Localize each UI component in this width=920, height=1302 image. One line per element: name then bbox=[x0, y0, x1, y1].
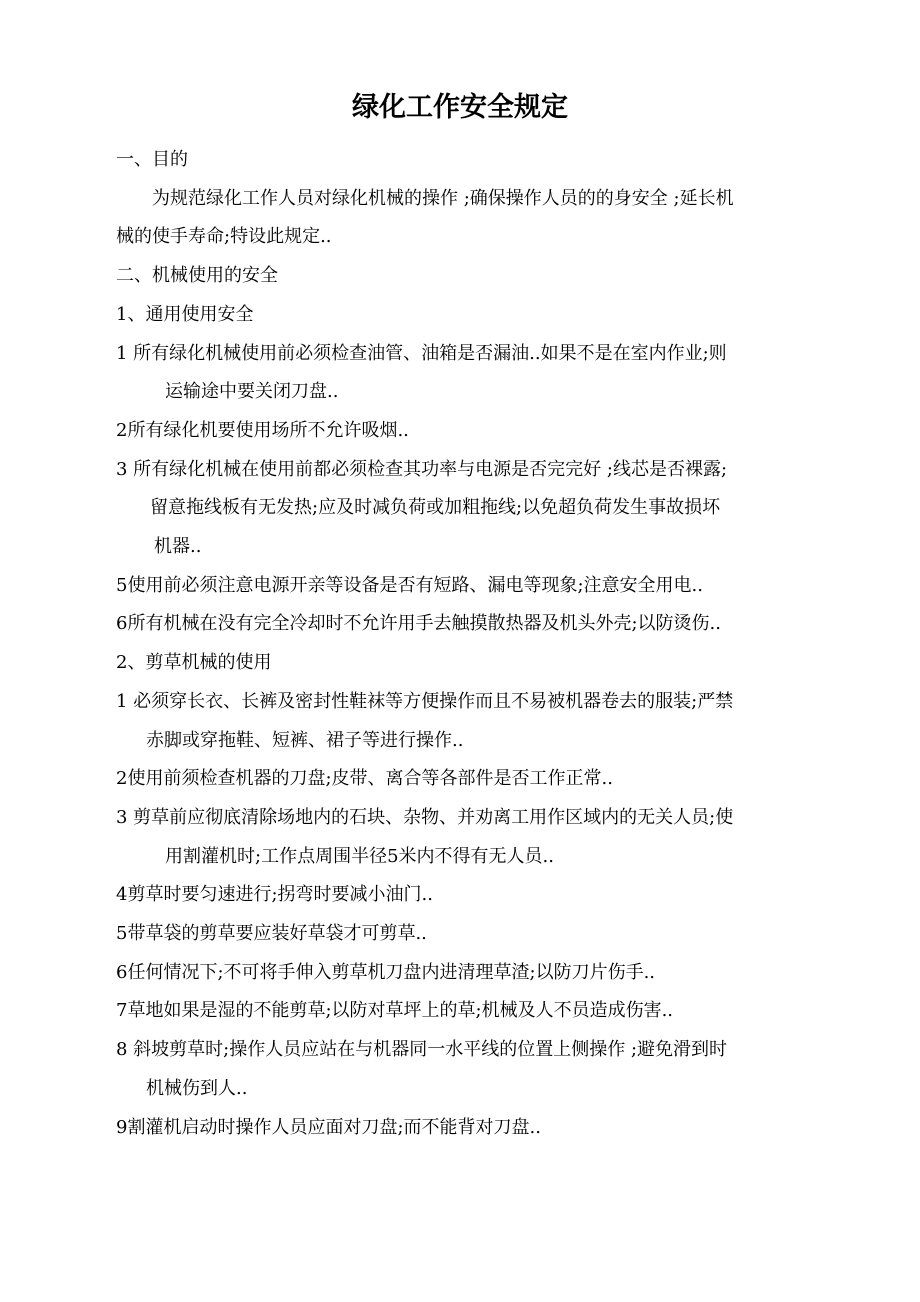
section-heading-purpose: 一、目的 bbox=[116, 149, 188, 170]
document-body bbox=[116, 141, 812, 1147]
list-item: 6所有机械在没有完全冷却时不允许用手去触摸散热器及机头外壳;以防烫伤.. bbox=[116, 613, 721, 635]
subsection-heading-mower: 2、剪草机械的使用 bbox=[116, 652, 272, 674]
list-item: 2所有绿化机要使用场所不允许吸烟.. bbox=[116, 419, 409, 441]
list-item: 9割灌机启动时操作人员应面对刀盘;而不能背对刀盘.. bbox=[116, 1116, 541, 1138]
list-item-continuation: 运输途中要关闭刀盘.. bbox=[165, 381, 339, 403]
paragraph-line: 械的使手寿命;特设此规定.. bbox=[116, 226, 332, 248]
list-item-continuation: 赤脚或穿拖鞋、短裤、裙子等进行操作.. bbox=[146, 729, 464, 751]
list-item: 4剪草时要匀速进行;拐弯时要减小油门.. bbox=[116, 884, 433, 906]
list-item-continuation: 机械伤到人.. bbox=[146, 1077, 248, 1099]
list-item: 5使用前必须注意电源开亲等设备是否有短路、漏电等现象;注意安全用电.. bbox=[116, 574, 703, 596]
list-item: 1 所有绿化机械使用前必须检查油管、油箱是否漏油..如果不是在室内作业;则 bbox=[116, 342, 727, 364]
paragraph-line: 为规范绿化工作人员对绿化机械的操作 ;确保操作人员的的身安全 ;延长机 bbox=[152, 187, 734, 209]
list-item-continuation: 留意拖线板有无发热;应及时减负荷或加粗拖线;以免超负荷发生事故损坏 bbox=[150, 497, 721, 519]
section-heading-machine-safety: 二、机械使用的安全 bbox=[116, 265, 278, 287]
list-item: 6任何情况下;不可将手伸入剪草机刀盘内进清理草渣;以防刀片伤手.. bbox=[116, 961, 656, 983]
document-title: 绿化工作安全规定 bbox=[352, 92, 568, 123]
list-item: 8 斜坡剪草时;操作人员应站在与机器同一水平线的位置上侧操作 ;避免滑到时 bbox=[116, 1039, 728, 1061]
list-item: 3 剪草前应彻底清除场地内的石块、杂物、并劝离工用作区域内的无关人员;使 bbox=[116, 806, 734, 828]
list-item: 7草地如果是湿的不能剪草;以防对草坪上的草;机械及人不员造成伤害.. bbox=[116, 1000, 674, 1022]
list-item: 1 必须穿长衣、长裤及密封性鞋袜等方便操作而且不易被机器卷去的服装;严禁 bbox=[116, 690, 734, 712]
list-item: 2使用前须检查机器的刀盘;皮带、离合等各部件是否工作正常.. bbox=[116, 768, 613, 790]
list-item-continuation: 机器.. bbox=[154, 536, 202, 558]
subsection-heading-general: 1、通用使用安全 bbox=[116, 303, 254, 325]
list-item: 3 所有绿化机械在使用前都必须检查其功率与电源是否完完好 ;线芯是否裸露; bbox=[116, 458, 728, 480]
list-item-continuation: 用割灌机时;工作点周围半径5米内不得有无人员.. bbox=[165, 845, 554, 867]
list-item: 5带草袋的剪草要应装好草袋才可剪草.. bbox=[116, 923, 427, 945]
